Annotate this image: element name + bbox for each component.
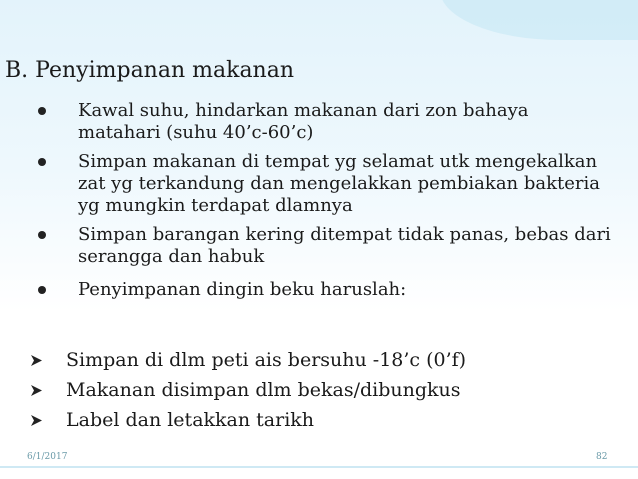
sub-bullet-text: Label dan letakkan tarikh xyxy=(66,409,315,431)
bullet-dot-icon xyxy=(38,286,46,294)
bullet-text: Simpan makanan di tempat yg selamat utk mengekalkan zat yg terkandung dan mengelakkan pembiakan bakteria yg mungkin terdapat dlamnya xyxy=(78,151,601,216)
bullet-item xyxy=(36,100,616,144)
sub-bullet-text: Simpan di dlm peti ais bersuhu -18’c (0’f) xyxy=(66,349,467,371)
sub-bullet-item xyxy=(30,378,620,402)
bullet-item xyxy=(36,279,616,301)
bullet-text: Simpan barangan kering ditempat tidak panas, bebas dari serangga dan habuk xyxy=(78,224,611,267)
sub-bullet-item xyxy=(30,348,620,372)
bullet-dot-icon xyxy=(38,107,46,115)
bullet-item xyxy=(36,224,616,268)
bullet-item xyxy=(36,151,616,217)
bullet-text: Kawal suhu, hindarkan makanan dari zon bahaya matahari (suhu 40’c-60’c) xyxy=(78,100,529,143)
arrow-bullet-icon xyxy=(30,354,44,367)
bullet-text: Penyimpanan dingin beku haruslah: xyxy=(78,279,407,300)
bullet-dot-icon xyxy=(38,231,46,239)
arrow-bullet-icon xyxy=(30,384,44,397)
sub-bullet-list xyxy=(30,348,620,438)
footer-date: 6/1/2017 xyxy=(27,452,68,462)
bullet-list xyxy=(36,100,616,308)
sub-bullet-text: Makanan disimpan dlm bekas/dibungkus xyxy=(66,379,461,401)
sub-bullet-item xyxy=(30,408,620,432)
bullet-dot-icon xyxy=(38,158,46,166)
footer-divider xyxy=(0,466,638,468)
page-number: 82 xyxy=(596,452,608,462)
slide-title: B. Penyimpanan makanan xyxy=(5,58,295,83)
arrow-bullet-icon xyxy=(30,414,44,427)
